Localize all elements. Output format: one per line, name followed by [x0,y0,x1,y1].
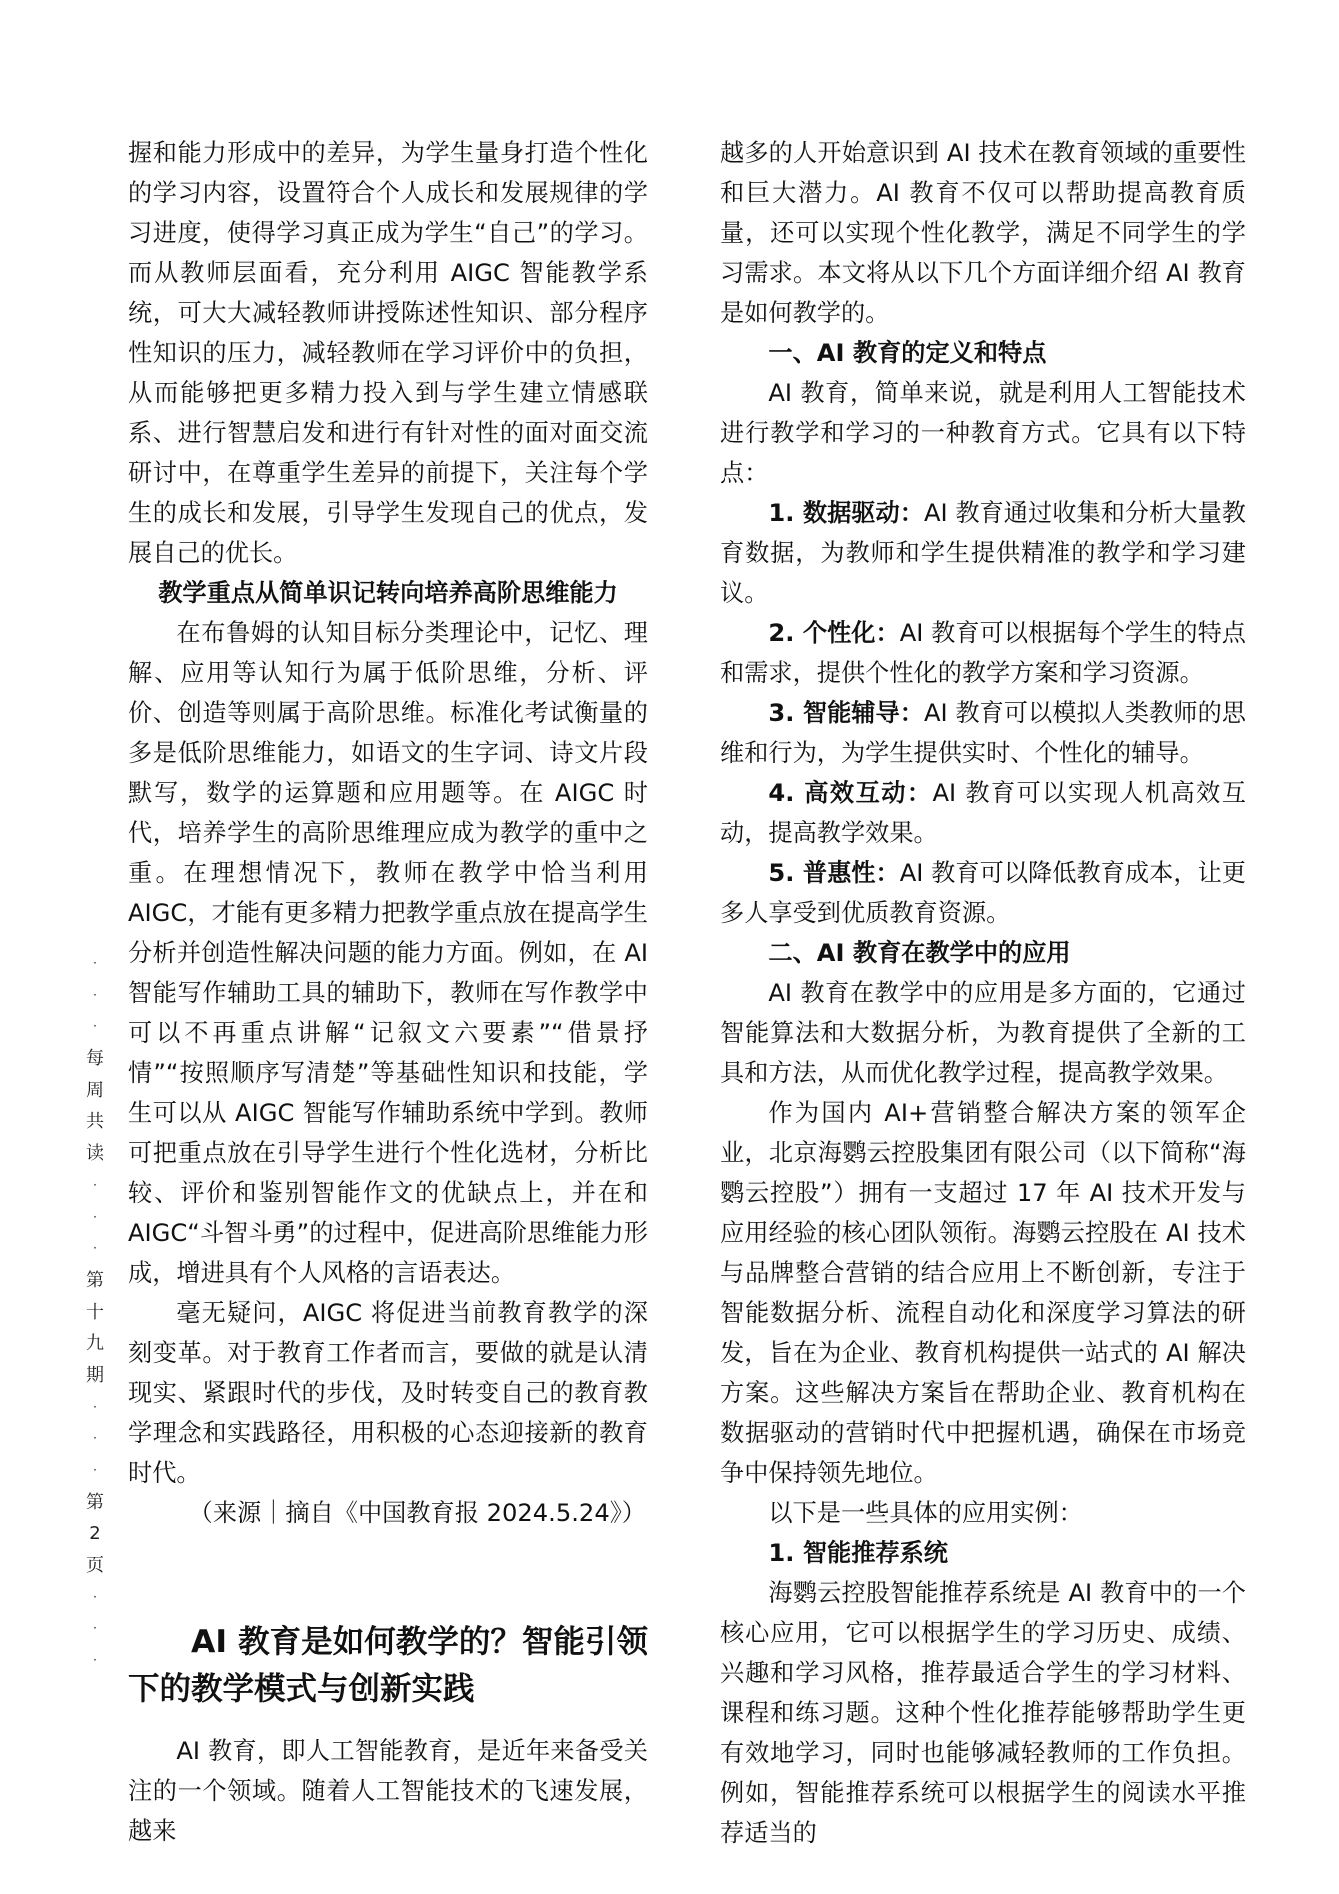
side-char: · [93,1621,97,1636]
side-char: · [93,1177,97,1192]
article-title: AI 教育是如何教学的？智能引领下的教学模式与创新实践 [128,1624,648,1707]
feature-text: AI 教育可以根据每个学生的特点和需求，提供个性化的教学方案和学习资源。 [720,619,1246,687]
side-char: · [93,956,97,970]
side-char: · [93,1589,97,1604]
paragraph-definition: AI 教育，简单来说，就是利用人工智能技术进行教学和学习的一种教育方式。它具有以下特点： [720,379,1246,487]
side-char: 共 [86,1111,104,1133]
side-char: · [93,1653,97,1668]
feature-item [720,773,1246,853]
feature-label: 2. 个性化： [768,619,900,647]
paragraph-examples-intro: 以下是一些具体的应用实例： [768,1499,1083,1527]
heading-definition: 一、AI 教育的定义和特点 [768,339,1047,367]
side-char: · [93,1241,97,1256]
feature-label: 1. 数据驱动： [768,499,924,527]
side-char: · [93,1209,97,1224]
side-char: 期 [86,1364,104,1386]
feature-item [720,853,1246,933]
side-char: · [93,1399,97,1414]
paragraph-intro-continuation: 握和能力形成中的差异，为学生量身打造个性化的学习内容，设置符合个人成长和发展规律的学习进度，使得学习真正成为学生“自己”的学习。而从教师层面看，充分利用 AIGC 智能教学系统，可大大减轻教师讲授陈述性知识、部分程序性知识的压力，减轻教师在学习评价中的负担，从而能够把更多精力投入到与学生建立情感联系、进行智慧启发和进行有针对性的面对面交流研讨中，在尊重学生差异的前提下，关注每个学生的成长和发展，引导学生发现自己的优点，发展自己的优长。 [128,139,648,567]
side-char: 第 [86,1491,104,1513]
feature-label: 5. 普惠性： [768,859,900,887]
side-char: 第 [86,1269,104,1291]
feature-item [720,693,1246,773]
paragraph-ai-intro-continuation: 越多的人开始意识到 AI 技术在教育领域的重要性和巨大潜力。AI 教育不仅可以帮助提高教育质量，还可以实现个性化教学，满足不同学生的学习需求。本文将从以下几个方面详细介绍 AI 教育是如何教学的。 [720,139,1246,327]
side-char: · [93,987,97,1002]
side-char: 十 [86,1301,104,1323]
paragraph-conclusion: 毫无疑问，AIGC 将促进当前教育教学的深刻变革。对于教育工作者而言，要做的就是认清现实、紧跟时代的步伐，及时转变自己的教育教学理念和实践路径，用积极的心态迎接新的教育时代。 [128,1299,648,1487]
side-char: 读 [86,1143,104,1165]
feature-text: AI 教育通过收集和分析大量教育数据，为教师和学生提供精准的教学和学习建议。 [720,499,1246,607]
paragraph-recommend: 海鹦云控股智能推荐系统是 AI 教育中的一个核心应用，它可以根据学生的学习历史、成绩、兴趣和学习风格，推荐最适合学生的学习材料、课程和练习题。这种个性化推荐能够帮助学生更有效地学习，同时也能够减轻教师的工作负担。例如，智能推荐系统可以根据学生的阅读水平推荐适当的 [720,1579,1246,1847]
source-citation: （来源｜摘自《中国教育报 2024.5.24》） [188,1499,646,1527]
left-column [128,133,648,1851]
subheading-recommend: 1. 智能推荐系统 [768,1539,948,1567]
feature-text: AI 教育可以模拟人类教师的思维和行为，为学生提供实时、个性化的辅导。 [720,699,1246,767]
side-char: 页 [86,1555,104,1577]
right-column [720,133,1246,1853]
paragraph-ai-intro: AI 教育，即人工智能教育，是近年来备受关注的一个领域。随着人工智能技术的飞速发展，越来 [128,1737,648,1845]
feature-label: 4. 高效互动： [768,779,933,807]
feature-item [720,613,1246,693]
feature-text: AI 教育可以实现人机高效互动，提高教学效果。 [720,779,1246,847]
side-char: · [93,1463,97,1477]
vertical-page-label [82,948,108,1677]
side-char: · [93,1019,97,1034]
side-char: · [93,1431,97,1446]
paragraph-application: AI 教育在教学中的应用是多方面的，它通过智能算法和大数据分析，为教育提供了全新的工具和方法，从而优化教学过程，提高教学效果。 [720,979,1246,1087]
side-char: 周 [86,1079,104,1101]
heading-application: 二、AI 教育在教学中的应用 [768,939,1071,967]
feature-text: AI 教育可以降低教育成本，让更多人享受到优质教育资源。 [720,859,1246,927]
side-char: 2 [89,1523,101,1545]
side-char: 九 [86,1333,104,1355]
paragraph-bloom: 在布鲁姆的认知目标分类理论中，记忆、理解、应用等认知行为属于低阶思维，分析、评价、创造等则属于高阶思维。标准化考试衡量的多是低阶思维能力，如语文的生字词、诗文片段默写，数学的运算题和应用题等。在 AIGC 时代，培养学生的高阶思维理应成为教学的重中之重。在理想情况下，教师在教学中恰当利用 AIGC，才能有更多精力把教学重点放在提高学生分析并创造性解决问题的能力方面。例如，在 AI 智能写作辅助工具的辅助下，教师在写作教学中可以不再重点讲解“记叙文六要素”“借景抒情”“按照顺序写清楚”等基础性知识和技能，学生可以从 AIGC 智能写作辅助系统中学到。教师可把重点放在引导学生进行个性化选材，分析比较、评价和鉴别智能作文的优缺点上，并在和 AIGC“斗智斗勇”的过程中，促进高阶思维能力形成，增进具有个人风格的言语表达。 [128,619,648,1287]
section-heading: 教学重点从简单识记转向培养高阶思维能力 [158,579,618,607]
feature-item [720,493,1246,613]
paragraph-company: 作为国内 AI+营销整合解决方案的领军企业，北京海鹦云控股集团有限公司（以下简称“海鹦云控股”）拥有一支超过 17 年 AI 技术开发与应用经验的核心团队领衔。海鹦云控股在 AI 技术与品牌整合营销的结合应用上不断创新，专注于智能数据分析、流程自动化和深度学习算法的研发，旨在为企业、教育机构提供一站式的 AI 解决方案。这些解决方案旨在帮助企业、教育机构在数据驱动的营销时代中把握机遇，确保在市场竞争中保持领先地位。 [720,1099,1246,1487]
feature-label: 3. 智能辅导： [768,699,924,727]
side-char: 每 [86,1048,104,1070]
